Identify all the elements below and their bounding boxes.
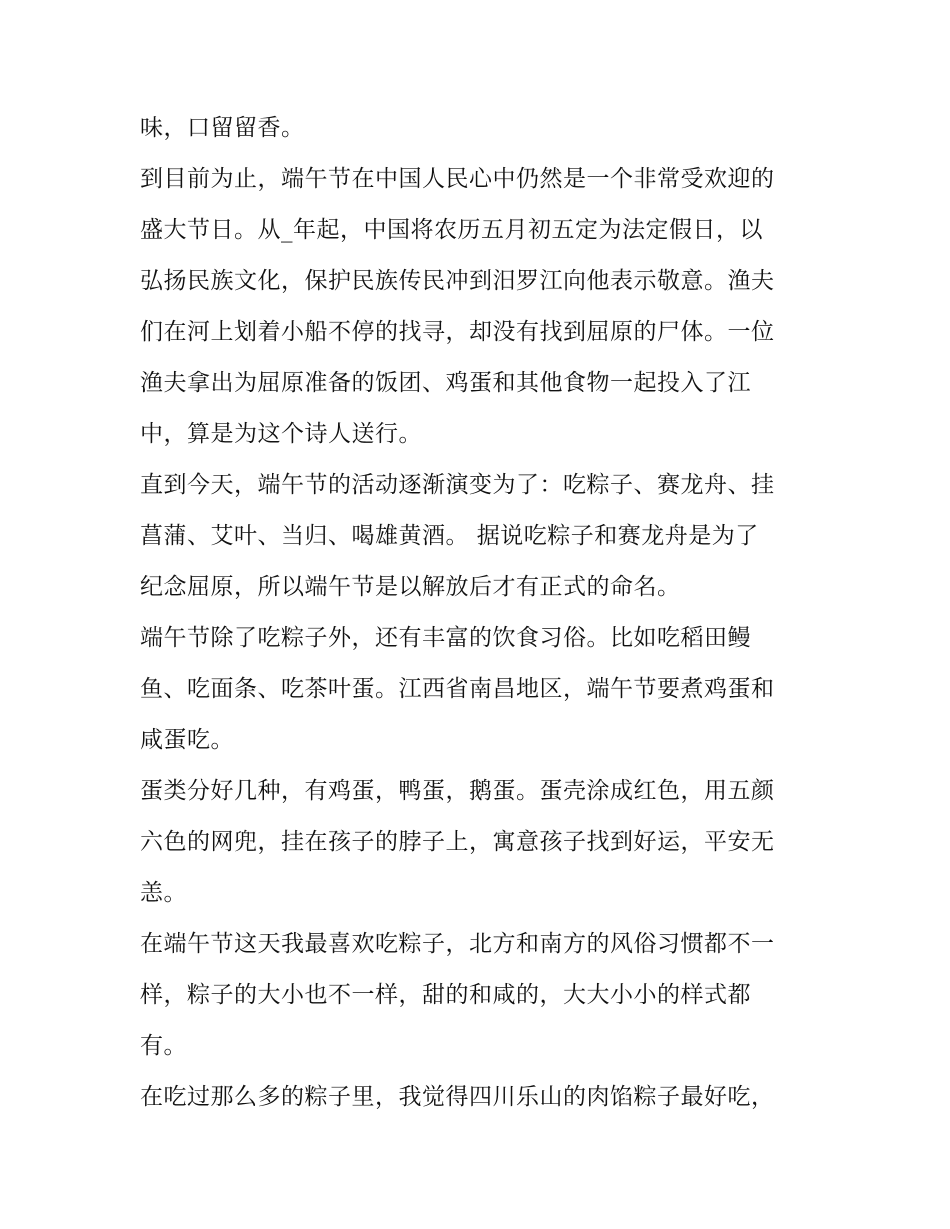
text-line: 纪念屈原，所以端午节是以解放后才有正式的命名。 [140, 574, 681, 600]
text-line: 盛大节日。从_年起，中国将农历五月初五定为法定假日，以 [140, 217, 763, 243]
text-line: 中，算是为这个诗人送行。 [140, 421, 422, 447]
text-line: 咸蛋吃。 [140, 727, 234, 753]
text-line: 端午节除了吃粽子外，还有丰富的饮食习俗。比如吃稻田鳗 [140, 625, 751, 651]
text-line: 恙。 [140, 880, 187, 906]
text-line: 在吃过那么多的粽子里，我觉得四川乐山的肉馅粽子最好吃， [140, 1084, 775, 1110]
text-line: 有。 [140, 1033, 187, 1059]
text-line: 味，口留留香。 [140, 115, 305, 141]
text-line: 在端午节这天我最喜欢吃粽子，北方和南方的风俗习惯都不一 [140, 931, 775, 957]
text-line: 到目前为止，端午节在中国人民心中仍然是一个非常受欢迎的 [140, 166, 775, 192]
text-line: 弘扬民族文化，保护民族传民冲到汨罗江向他表示敬意。渔夫 [140, 268, 775, 294]
text-line: 直到今天，端午节的活动逐渐演变为了：吃粽子、赛龙舟、挂 [140, 472, 775, 498]
text-line: 蛋类分好几种，有鸡蛋，鸭蛋，鹅蛋。蛋壳涂成红色，用五颜 [140, 778, 775, 804]
text-line: 菖蒲、艾叶、当归、喝雄黄酒。 据说吃粽子和赛龙舟是为了 [140, 523, 759, 549]
text-line: 样，粽子的大小也不一样，甜的和咸的，大大小小的样式都 [140, 982, 751, 1008]
text-line: 渔夫拿出为屈原准备的饭团、鸡蛋和其他食物一起投入了江 [140, 370, 751, 396]
text-line: 们在河上划着小船不停的找寻，却没有找到屈原的尸体。一位 [140, 319, 775, 345]
text-line: 鱼、吃面条、吃茶叶蛋。江西省南昌地区，端午节要煮鸡蛋和 [140, 676, 775, 702]
text-line: 六色的网兜，挂在孩子的脖子上，寓意孩子找到好运，平安无 [140, 829, 775, 855]
